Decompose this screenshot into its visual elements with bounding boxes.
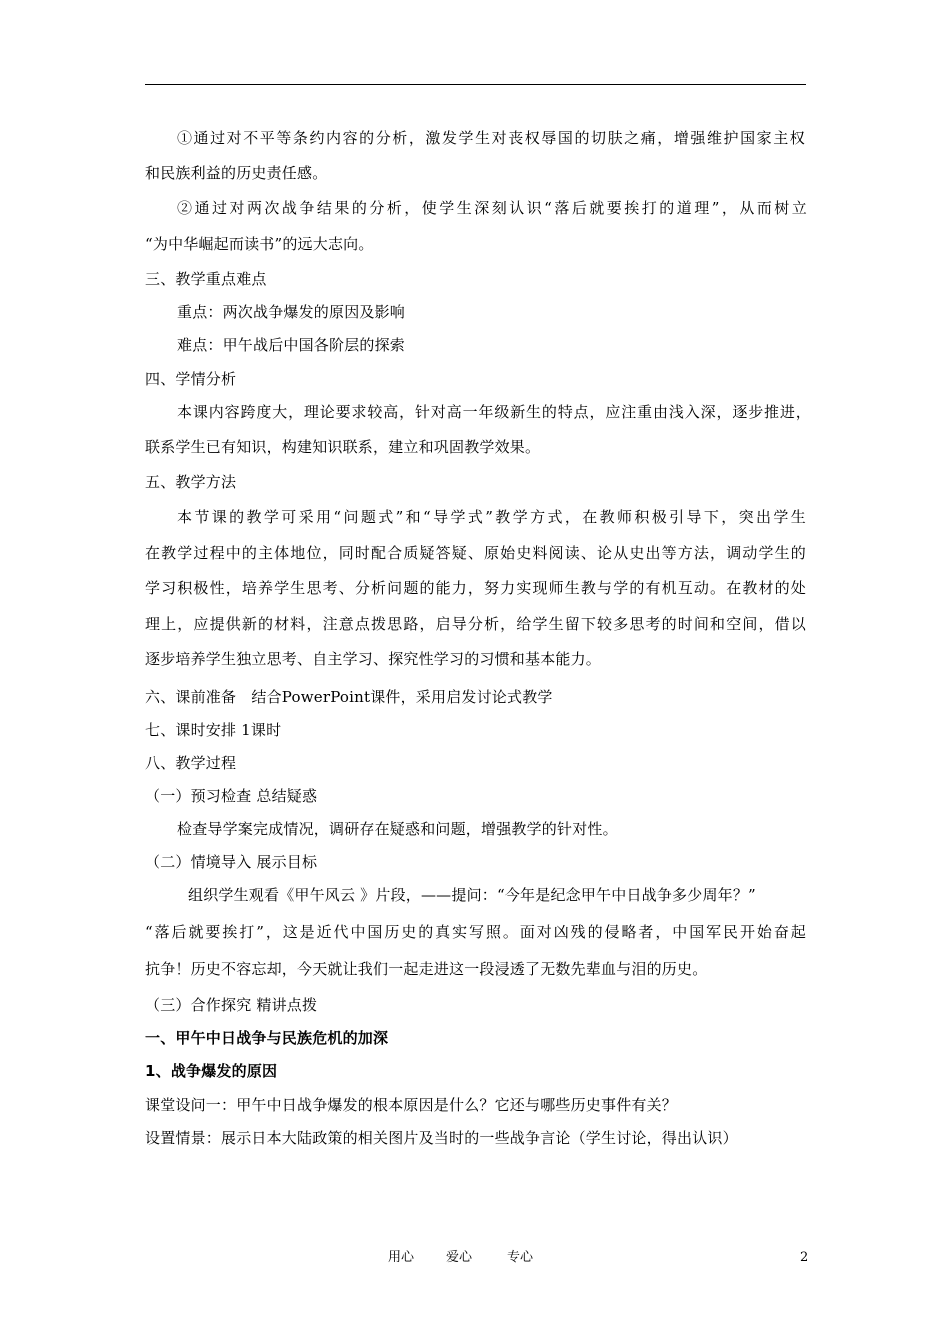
section-heading: 四、学情分析: [145, 370, 237, 388]
paragraph-line: 学习积极性，培养学生思考、分析问题的能力，努力实现师生教与学的有机互动。在教材的处: [145, 579, 806, 597]
paragraph-line: 在教学过程中的主体地位，同时配合质疑答疑、原始史料阅读、论从史出等方法，调动学生的: [145, 544, 806, 562]
footer-word: 专心: [507, 1250, 534, 1265]
paragraph-line: 检查导学案完成情况，调研存在疑惑和问题，增强教学的针对性。: [177, 820, 618, 838]
section-heading: 六、课前准备 结合PowerPoint课件，采用启发讨论式教学: [145, 688, 553, 706]
section-heading: 五、教学方法: [145, 473, 237, 491]
page-number: 2: [800, 1250, 809, 1265]
paragraph-line: 本节课的教学可采用“问题式”和“导学式”教学方式，在教师积极引导下，突出学生: [177, 508, 806, 526]
section-heading: 八、教学过程: [145, 754, 237, 772]
paragraph-line: 组织学生观看《甲午风云 》片段，——提问：“今年是纪念甲午中日战争多少周年？”: [188, 886, 756, 904]
paragraph-line: “为中华崛起而读书”的远大志向。: [145, 235, 374, 253]
bold-heading: 1、战争爆发的原因: [145, 1062, 278, 1080]
paragraph-line: 设置情景：展示日本大陆政策的相关图片及当时的一些战争言论（学生讨论，得出认识）: [145, 1129, 738, 1147]
paragraph-line: 和民族利益的历史责任感。: [145, 164, 328, 182]
paragraph-line: 联系学生已有知识，构建知识联系，建立和巩固教学效果。: [145, 438, 541, 456]
paragraph-line: “落后就要挨打”，这是近代中国历史的真实写照。面对凶残的侵略者，中国军民开始奋起: [145, 923, 806, 941]
paragraph-line: 本课内容跨度大，理论要求较高，针对高一年级新生的特点，应注重由浅入深，逐步推进，: [177, 403, 811, 421]
paragraph-line: 课堂设问一：甲午中日战争爆发的根本原因是什么？它还与哪些历史事件有关？: [145, 1096, 678, 1114]
footer-word: 用心: [388, 1250, 415, 1265]
section-heading: 三、教学重点难点: [145, 270, 267, 288]
section-heading: 七、课时安排 1课时: [145, 721, 282, 739]
subsection-heading: （二）情境导入 展示目标: [145, 853, 318, 871]
bold-heading: 一、甲午中日战争与民族危机的加深: [145, 1029, 389, 1047]
paragraph-line: ①通过对不平等条约内容的分析，激发学生对丧权辱国的切肤之痛，增强维护国家主权: [177, 129, 805, 147]
paragraph-line: 难点：甲午战后中国各阶层的探索: [177, 336, 406, 354]
paragraph-line: 理上，应提供新的材料，注意点拨思路，启导分析，给学生留下较多思考的时间和空间，借以: [145, 615, 806, 633]
header-rule: [145, 84, 806, 85]
paragraph-line: 逐步培养学生独立思考、自主学习、探究性学习的习惯和基本能力。: [145, 650, 602, 668]
paragraph-line: 抗争！历史不容忘却，今天就让我们一起走进这一段浸透了无数先辈血与泪的历史。: [145, 960, 708, 978]
paragraph-line: 重点：两次战争爆发的原因及影响: [177, 303, 406, 321]
footer-word: 爱心: [446, 1250, 473, 1265]
paragraph-line: ②通过对两次战争结果的分析，使学生深刻认识“落后就要挨打的道理”，从而树立: [177, 199, 807, 217]
subsection-heading: （三）合作探究 精讲点拨: [145, 996, 318, 1014]
subsection-heading: （一）预习检查 总结疑惑: [145, 787, 318, 805]
